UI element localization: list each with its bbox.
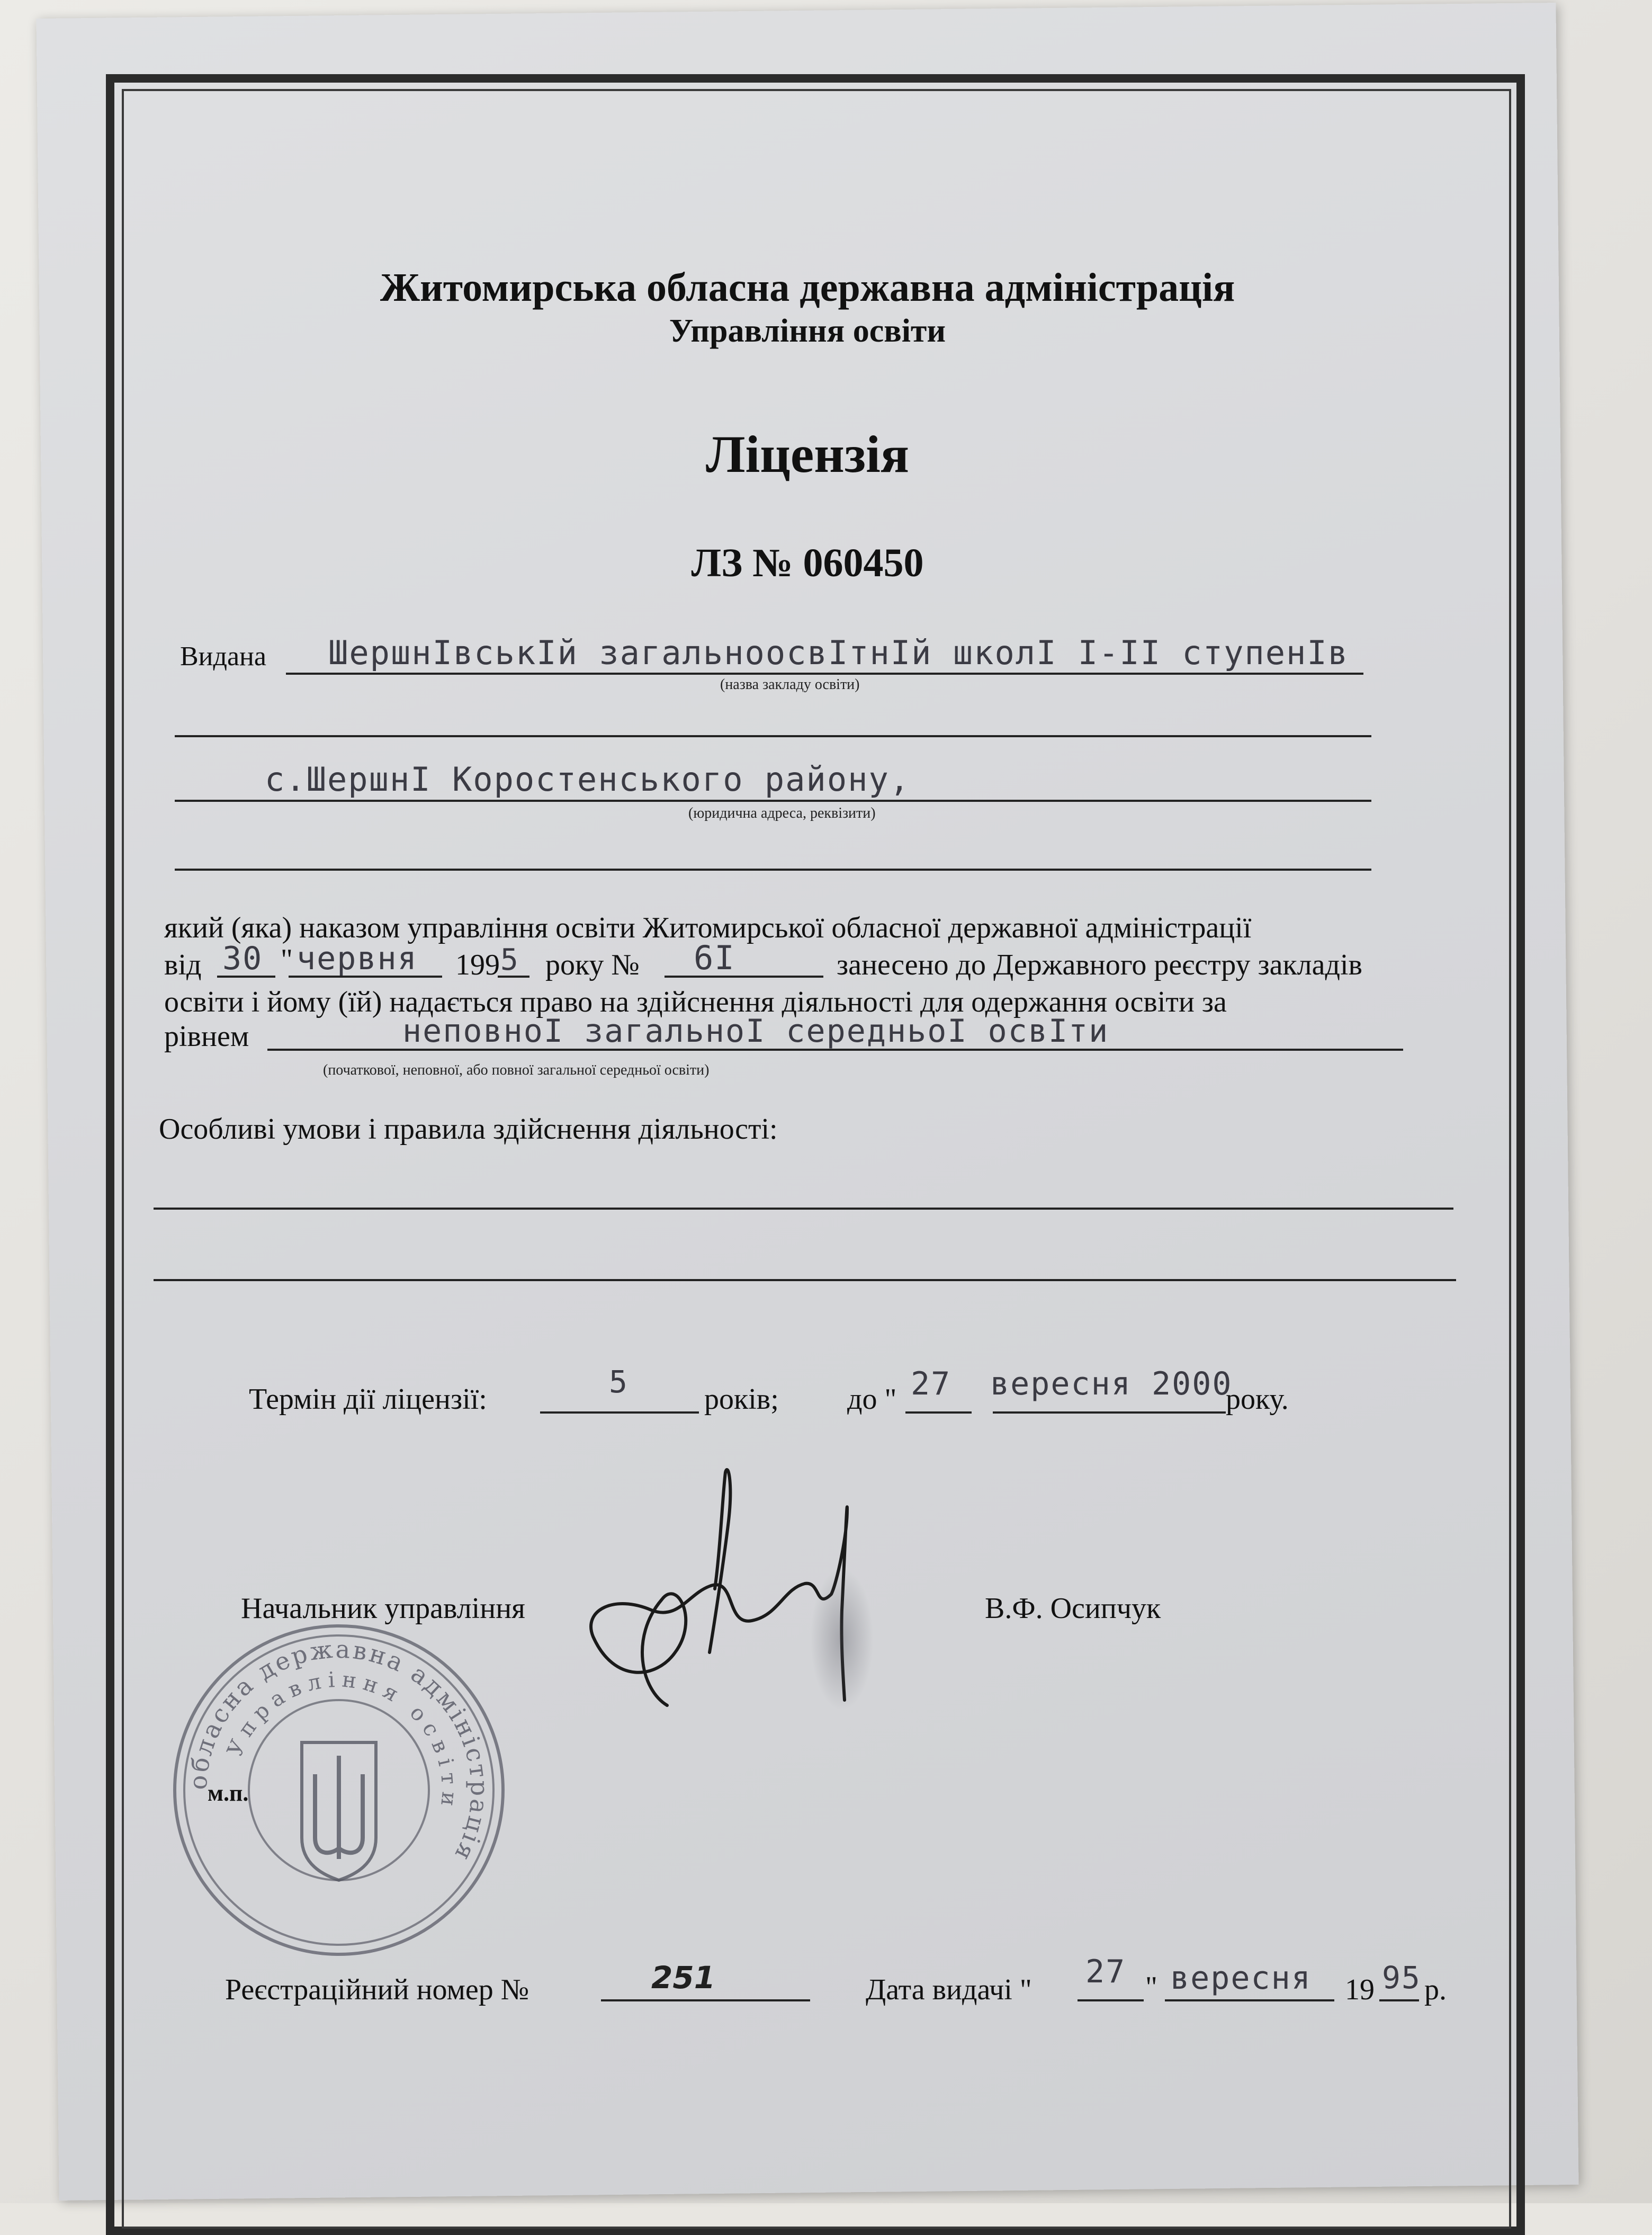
registration-number: 251	[651, 1960, 716, 1996]
document-title: Ліцензія	[706, 425, 909, 484]
issued-to-caption: (назва закладу освіти)	[720, 676, 860, 693]
issue-date-year-prefix: 19	[1345, 1973, 1375, 2006]
order-year-line	[498, 976, 529, 978]
signatory-name: В.Ф. Осипчук	[985, 1592, 1161, 1625]
level-caption: (початкової, неповної, або повної загальної середньої освіти)	[323, 1062, 710, 1078]
term-until-day: 27	[911, 1365, 951, 1402]
trident-icon	[315, 1756, 363, 1859]
term-until-month-year: вересня 2000	[990, 1365, 1233, 1402]
stamp-text-inner: Управління освіти	[222, 1667, 462, 1814]
blank-line-1	[175, 735, 1371, 737]
term-years: 5	[609, 1364, 629, 1400]
address-value: с.ШершнІ Коростенського району,	[265, 760, 911, 799]
issue-date-month: вересня	[1170, 1960, 1312, 1997]
order-line-1: який (яка) наказом управління освіти Житомирської обласної державної адміністрації	[164, 911, 1252, 944]
registration-line	[601, 1999, 810, 2001]
issue-year-line	[1379, 1999, 1419, 2001]
signatory-position: Начальник управління	[241, 1592, 525, 1625]
issued-to-value: ШершнІвськІй загальноосвІтнІй школІ І-ІІ ступенІв	[328, 633, 1349, 672]
stamp-text-outer: обласна державна адміністрація	[183, 1634, 495, 1867]
issue-date-quote-close: "	[1145, 1971, 1157, 2004]
order-from-label: від	[164, 949, 202, 981]
blank-line-2	[175, 869, 1371, 871]
order-year-label: року №	[545, 949, 640, 981]
issued-to-line	[286, 673, 1363, 675]
special-line-2	[154, 1279, 1456, 1281]
license-number: ЛЗ № 060450	[691, 541, 924, 585]
term-label: Термін дії ліцензії:	[249, 1383, 487, 1416]
address-line	[175, 800, 1371, 802]
term-until-label: до "	[847, 1383, 897, 1416]
special-conditions-label: Особливі умови і правила здійснення діяльності:	[159, 1113, 778, 1146]
term-years-line	[540, 1411, 699, 1414]
ink-smudge	[810, 1568, 874, 1711]
order-line-3: освіти і йому (їй) надається право на здійснення діяльності для одержання освіти за	[164, 986, 1227, 1018]
order-day: 30	[222, 940, 263, 977]
order-number-line	[665, 976, 823, 978]
order-year-prefix: 199	[455, 949, 500, 981]
issue-date-day: 27	[1085, 1953, 1126, 1990]
term-until-suffix: року.	[1226, 1383, 1289, 1416]
term-years-label: років;	[704, 1383, 779, 1416]
order-day-line	[217, 976, 275, 978]
issue-date-year-suffix: 95	[1382, 1960, 1421, 1996]
term-day-line	[905, 1411, 972, 1414]
level-label: рівнем	[164, 1020, 249, 1053]
order-number: 6І	[694, 938, 735, 977]
authority-heading: Житомирська обласна державна адміністрація	[380, 265, 1235, 310]
order-month: червня	[297, 940, 418, 977]
order-month-line	[289, 976, 442, 978]
term-month-line	[993, 1411, 1226, 1414]
address-caption: (юридична адреса, реквізити)	[688, 805, 876, 821]
order-day-quote: "	[281, 943, 293, 976]
issue-date-label: Дата видачі "	[866, 1973, 1032, 2006]
stamp-place-label: м.п.	[208, 1780, 249, 1806]
issue-date-suffix: р.	[1424, 1973, 1447, 2006]
issued-to-label: Видана	[180, 641, 266, 672]
department-heading: Управління освіти	[669, 313, 946, 349]
order-registry-text: занесено до Державного реєстру закладів	[837, 949, 1362, 981]
issue-month-line	[1165, 1999, 1334, 2001]
special-line-1	[154, 1208, 1453, 1210]
registration-label: Реєстраційний номер №	[225, 1973, 529, 2006]
level-value: неповноІ загальноІ середньоІ освІти	[402, 1013, 1109, 1050]
issue-day-line	[1078, 1999, 1144, 2001]
order-year-suffix: 5	[500, 943, 519, 977]
